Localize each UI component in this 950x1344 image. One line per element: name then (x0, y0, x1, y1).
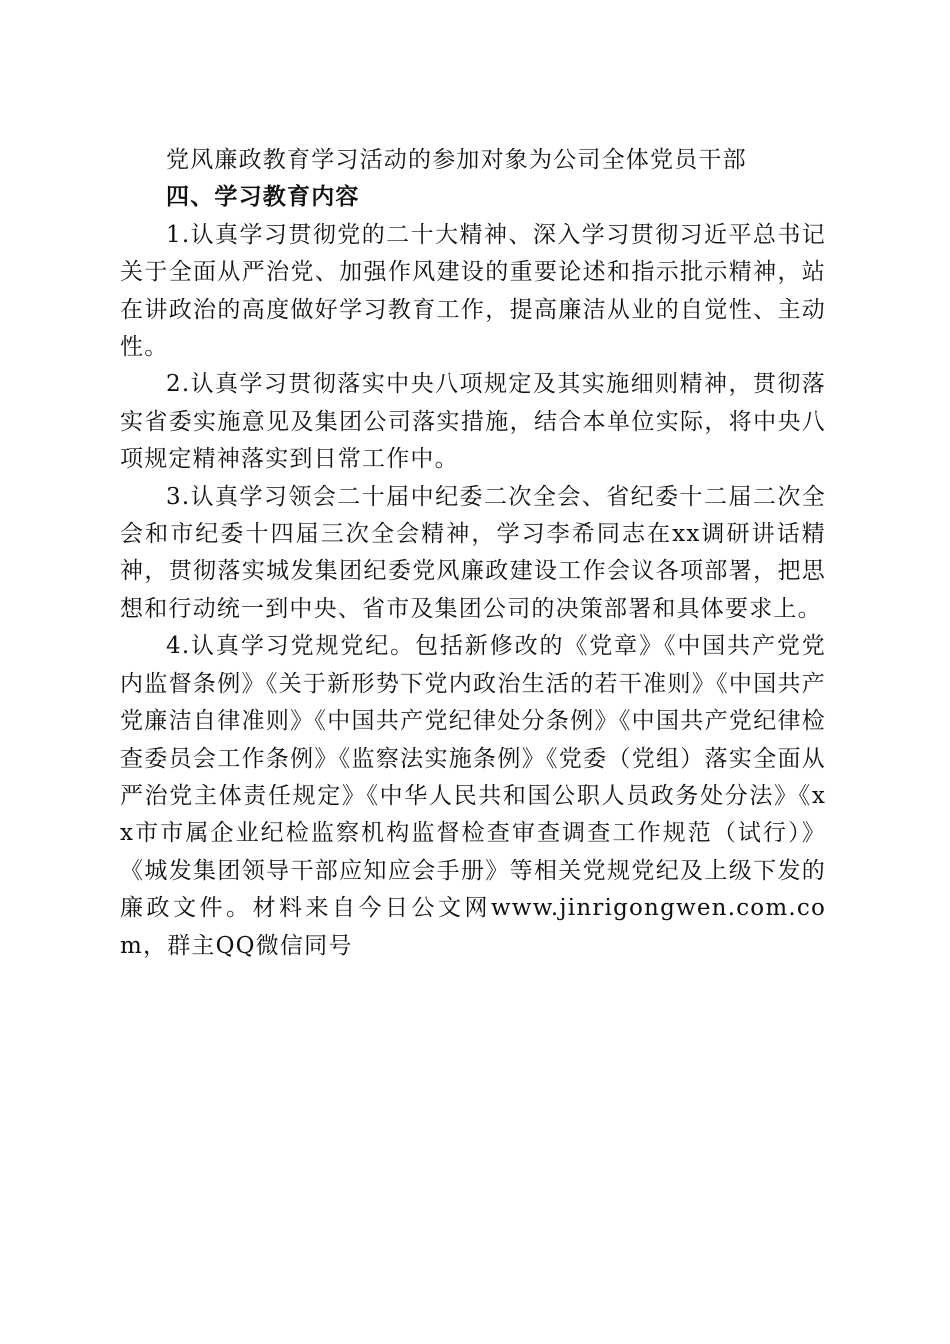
section-heading: 四、学习教育内容 (166, 184, 360, 211)
list-item: 4.认真学习党规党纪。包括新修改的《党章》《中国共产党党内监督条例》《关于新形势下党内政治生活的若干准则》《中国共产党廉洁自律准则》《中国共产党纪律处分条例》《中国共产党纪律检查委员会工作条例》《监察法实施条例》《党委（党组）落实全面从严治党主体责任规定》《中华人民共和国公职人员政务处分法》《xx市市属企业纪检监察机构监督检查审查调查工作规范（试行）》《城发集团领导干部应知应会手册》等相关党规党纪及上级下发的廉政文件。材料来自今日公文网www.jinrigongwen.com.com，群主QQ微信同号 (120, 633, 826, 959)
intro-paragraph: 党风廉政教育学习活动的参加对象为公司全体党员干部 (166, 147, 747, 173)
list-item: 3.认真学习领会二十届中纪委二次全会、省纪委十二届二次全会和市纪委十四届三次全会精神，学习李希同志在xx调研讲话精神，贯彻落实城发集团纪委党风廉政建设工作会议各项部署，把思想和行动统一到中央、省市及集团公司的决策部署和具体要求上。 (120, 483, 826, 622)
list-item: 2.认真学习贯彻落实中央八项规定及其实施细则精神，贯彻落实省委实施意见及集团公司落实措施，结合本单位实际，将中央八项规定精神落实到日常工作中。 (120, 371, 826, 473)
document-body (120, 142, 826, 965)
list-item: 1.认真学习贯彻党的二十大精神、深入学习贯彻习近平总书记关于全面从严治党、加强作风建设的重要论述和指示批示精神，站在讲政治的高度做好学习教育工作，提高廉洁从业的自觉性、主动性。 (120, 221, 826, 361)
